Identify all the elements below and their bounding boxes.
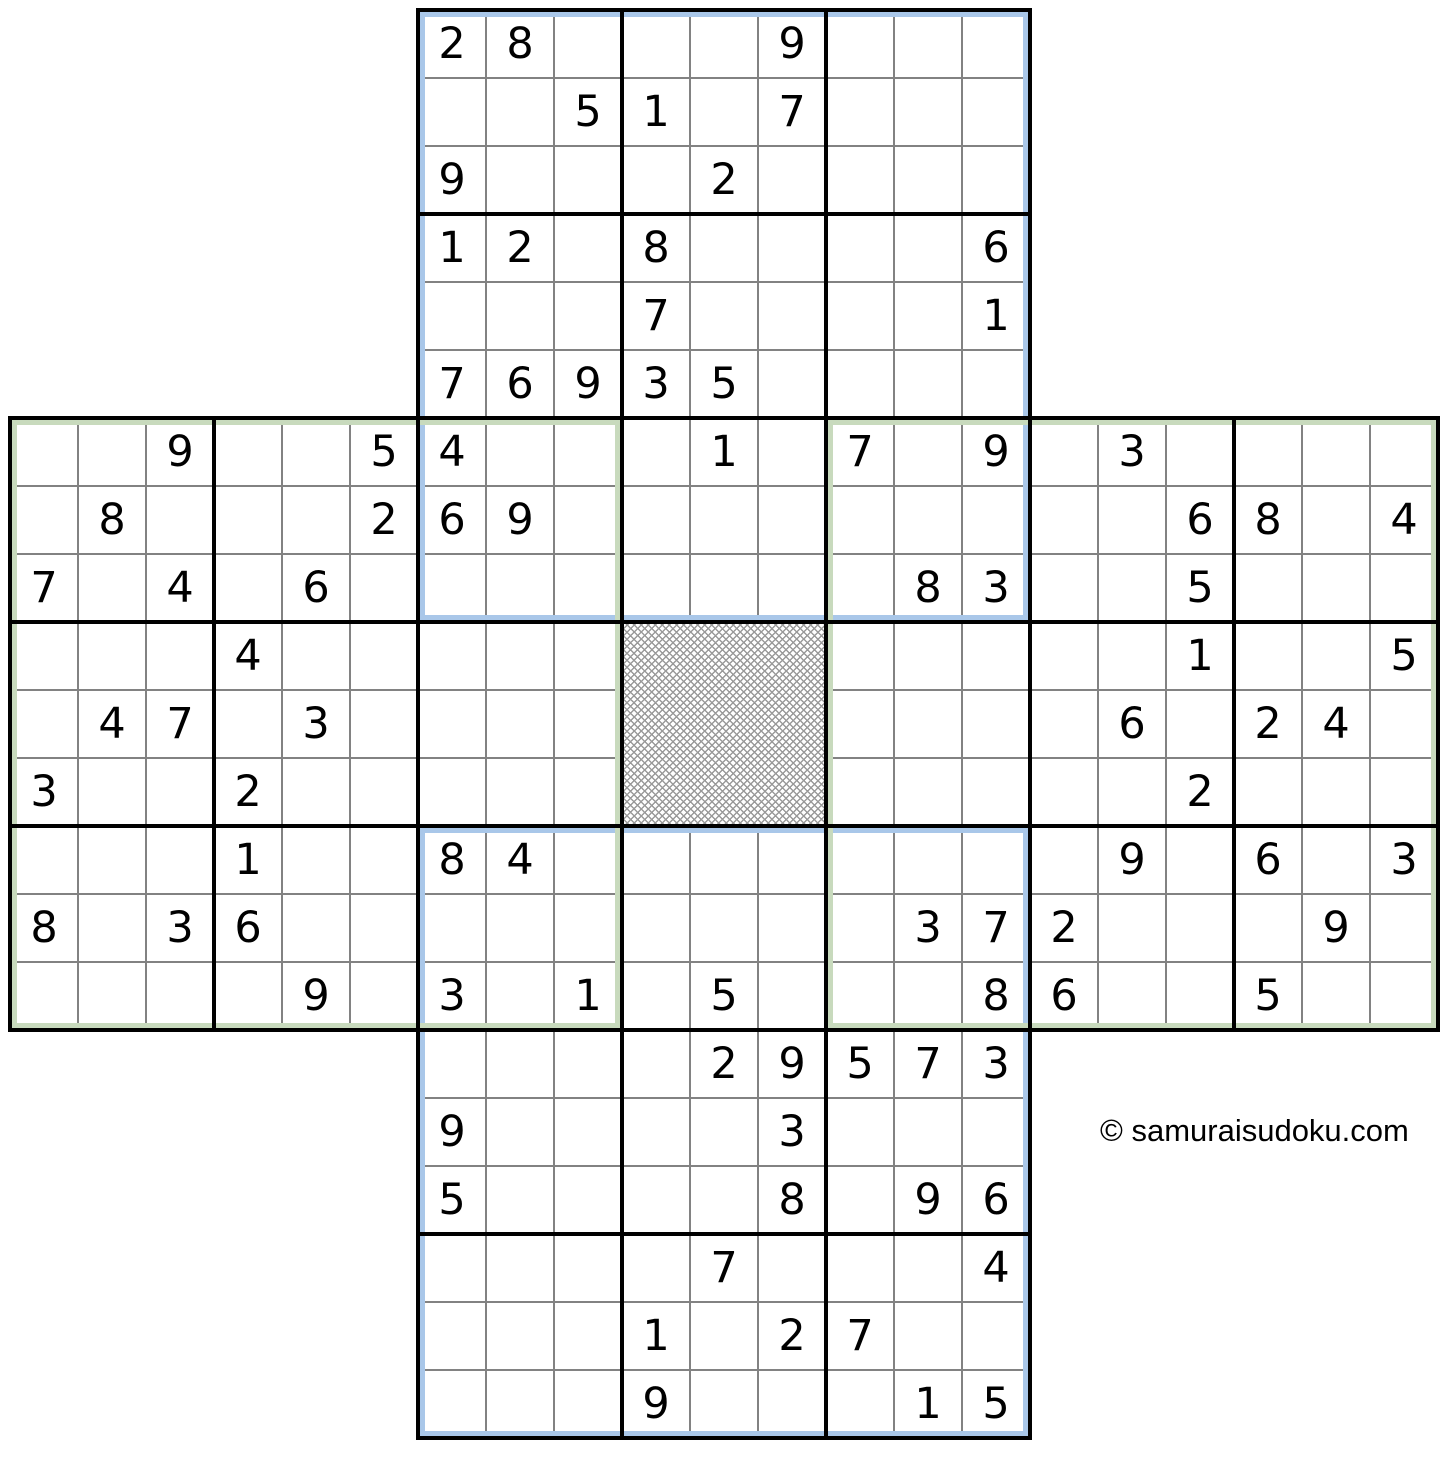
cell-given[interactable]: 9 [418, 1098, 486, 1166]
cell-given[interactable]: 7 [962, 894, 1030, 962]
cell-empty[interactable] [622, 962, 690, 1030]
cell-given[interactable]: 1 [962, 282, 1030, 350]
cell-given[interactable]: 2 [418, 10, 486, 78]
cell-empty[interactable] [826, 1098, 894, 1166]
cell-empty[interactable] [826, 894, 894, 962]
cell-given[interactable]: 6 [282, 554, 350, 622]
cell-given[interactable]: 3 [1098, 418, 1166, 486]
cell-empty[interactable] [1030, 758, 1098, 826]
cell-empty[interactable] [894, 350, 962, 418]
cell-given[interactable]: 6 [486, 350, 554, 418]
cell-empty[interactable] [758, 350, 826, 418]
cell-empty[interactable] [826, 350, 894, 418]
cell-given[interactable]: 3 [622, 350, 690, 418]
cell-empty[interactable] [350, 690, 418, 758]
cell-given[interactable]: 5 [962, 1370, 1030, 1438]
cell-given[interactable]: 5 [554, 78, 622, 146]
cell-empty[interactable] [962, 622, 1030, 690]
cell-empty[interactable] [214, 418, 282, 486]
cell-empty[interactable] [78, 418, 146, 486]
cell-given[interactable]: 7 [146, 690, 214, 758]
cell-empty[interactable] [758, 146, 826, 214]
cell-given[interactable]: 1 [1166, 622, 1234, 690]
cell-empty[interactable] [894, 418, 962, 486]
cell-empty[interactable] [146, 826, 214, 894]
cell-empty[interactable] [962, 758, 1030, 826]
cell-empty[interactable] [894, 1098, 962, 1166]
cell-empty[interactable] [554, 690, 622, 758]
cell-empty[interactable] [10, 622, 78, 690]
cell-given[interactable]: 3 [894, 894, 962, 962]
cell-given[interactable]: 3 [146, 894, 214, 962]
cell-empty[interactable] [554, 282, 622, 350]
cell-given[interactable]: 6 [962, 1166, 1030, 1234]
cell-empty[interactable] [1370, 418, 1438, 486]
cell-given[interactable]: 4 [146, 554, 214, 622]
cell-given[interactable]: 4 [78, 690, 146, 758]
cell-empty[interactable] [690, 1302, 758, 1370]
cell-given[interactable]: 5 [690, 350, 758, 418]
cell-empty[interactable] [146, 962, 214, 1030]
cell-given[interactable]: 4 [486, 826, 554, 894]
cell-empty[interactable] [622, 1234, 690, 1302]
cell-empty[interactable] [894, 10, 962, 78]
cell-empty[interactable] [282, 622, 350, 690]
cell-empty[interactable] [1166, 826, 1234, 894]
cell-given[interactable]: 5 [1166, 554, 1234, 622]
cell-empty[interactable] [894, 214, 962, 282]
cell-empty[interactable] [826, 1370, 894, 1438]
cell-empty[interactable] [826, 10, 894, 78]
cell-empty[interactable] [78, 894, 146, 962]
cell-given[interactable]: 2 [1030, 894, 1098, 962]
cell-empty[interactable] [486, 1370, 554, 1438]
cell-empty[interactable] [554, 486, 622, 554]
cell-empty[interactable] [962, 350, 1030, 418]
cell-empty[interactable] [10, 826, 78, 894]
cell-empty[interactable] [690, 1370, 758, 1438]
cell-given[interactable]: 5 [826, 1030, 894, 1098]
cell-empty[interactable] [1166, 962, 1234, 1030]
cell-empty[interactable] [418, 282, 486, 350]
cell-empty[interactable] [622, 554, 690, 622]
cell-empty[interactable] [622, 826, 690, 894]
cell-empty[interactable] [350, 758, 418, 826]
cell-empty[interactable] [690, 826, 758, 894]
cell-given[interactable]: 2 [690, 146, 758, 214]
cell-empty[interactable] [690, 10, 758, 78]
cell-empty[interactable] [1030, 418, 1098, 486]
cell-empty[interactable] [1234, 894, 1302, 962]
cell-empty[interactable] [214, 486, 282, 554]
cell-empty[interactable] [1302, 486, 1370, 554]
cell-given[interactable]: 3 [10, 758, 78, 826]
cell-empty[interactable] [350, 894, 418, 962]
cell-empty[interactable] [10, 962, 78, 1030]
cell-given[interactable]: 4 [962, 1234, 1030, 1302]
cell-given[interactable]: 1 [894, 1370, 962, 1438]
cell-empty[interactable] [350, 622, 418, 690]
cell-given[interactable]: 5 [350, 418, 418, 486]
cell-empty[interactable] [758, 962, 826, 1030]
cell-empty[interactable] [758, 1234, 826, 1302]
cell-given[interactable]: 5 [1234, 962, 1302, 1030]
cell-given[interactable]: 4 [418, 418, 486, 486]
cell-given[interactable]: 9 [146, 418, 214, 486]
cell-empty[interactable] [758, 1370, 826, 1438]
cell-empty[interactable] [826, 282, 894, 350]
cell-empty[interactable] [962, 826, 1030, 894]
cell-given[interactable]: 2 [1166, 758, 1234, 826]
cell-empty[interactable] [826, 1166, 894, 1234]
cell-empty[interactable] [486, 554, 554, 622]
cell-empty[interactable] [146, 622, 214, 690]
cell-empty[interactable] [894, 282, 962, 350]
cell-empty[interactable] [622, 418, 690, 486]
cell-empty[interactable] [826, 758, 894, 826]
cell-empty[interactable] [10, 418, 78, 486]
cell-empty[interactable] [282, 486, 350, 554]
cell-empty[interactable] [826, 214, 894, 282]
cell-empty[interactable] [486, 1166, 554, 1234]
cell-given[interactable]: 7 [622, 282, 690, 350]
cell-empty[interactable] [758, 486, 826, 554]
cell-empty[interactable] [1234, 418, 1302, 486]
cell-empty[interactable] [554, 10, 622, 78]
cell-given[interactable]: 6 [1098, 690, 1166, 758]
copyright-text: © samuraisudoku.com [1100, 1113, 1409, 1148]
cell-given[interactable]: 3 [962, 1030, 1030, 1098]
cell-empty[interactable] [418, 894, 486, 962]
cell-given[interactable]: 9 [622, 1370, 690, 1438]
cell-given[interactable]: 5 [690, 962, 758, 1030]
cell-given[interactable]: 1 [622, 78, 690, 146]
cell-empty[interactable] [826, 622, 894, 690]
cell-empty[interactable] [486, 1030, 554, 1098]
cell-empty[interactable] [962, 486, 1030, 554]
cell-given[interactable]: 9 [554, 350, 622, 418]
cell-given[interactable]: 4 [1302, 690, 1370, 758]
cell-empty[interactable] [418, 1030, 486, 1098]
cell-empty[interactable] [826, 486, 894, 554]
cell-empty[interactable] [554, 1098, 622, 1166]
cell-empty[interactable] [554, 1166, 622, 1234]
cell-empty[interactable] [1030, 622, 1098, 690]
cell-given[interactable]: 6 [962, 214, 1030, 282]
cell-empty[interactable] [486, 962, 554, 1030]
cell-given[interactable]: 7 [894, 1030, 962, 1098]
cell-empty[interactable] [690, 554, 758, 622]
cell-empty[interactable] [78, 554, 146, 622]
cell-empty[interactable] [622, 1098, 690, 1166]
cell-given[interactable]: 9 [894, 1166, 962, 1234]
cell-given[interactable]: 8 [1234, 486, 1302, 554]
cell-empty[interactable] [690, 1098, 758, 1166]
cell-given[interactable]: 9 [758, 10, 826, 78]
cell-given[interactable]: 6 [418, 486, 486, 554]
cell-empty[interactable] [894, 622, 962, 690]
cell-empty[interactable] [554, 758, 622, 826]
cell-empty[interactable] [486, 146, 554, 214]
cell-empty[interactable] [486, 690, 554, 758]
cell-empty[interactable] [78, 758, 146, 826]
cell-empty[interactable] [622, 146, 690, 214]
cell-empty[interactable] [554, 146, 622, 214]
cell-empty[interactable] [214, 554, 282, 622]
cell-empty[interactable] [554, 826, 622, 894]
cell-empty[interactable] [554, 1030, 622, 1098]
cell-given[interactable]: 2 [690, 1030, 758, 1098]
cell-given[interactable]: 1 [554, 962, 622, 1030]
cell-empty[interactable] [418, 622, 486, 690]
cell-given[interactable]: 4 [214, 622, 282, 690]
cell-given[interactable]: 7 [10, 554, 78, 622]
cell-empty[interactable] [894, 146, 962, 214]
cell-empty[interactable] [78, 622, 146, 690]
cell-given[interactable]: 7 [418, 350, 486, 418]
cell-empty[interactable] [418, 554, 486, 622]
cell-given[interactable]: 7 [826, 1302, 894, 1370]
cell-empty[interactable] [962, 10, 1030, 78]
cell-empty[interactable] [758, 418, 826, 486]
cell-empty[interactable] [690, 214, 758, 282]
cell-empty[interactable] [894, 758, 962, 826]
cell-given[interactable]: 1 [418, 214, 486, 282]
cell-empty[interactable] [282, 758, 350, 826]
cell-empty[interactable] [146, 758, 214, 826]
cell-empty[interactable] [1302, 418, 1370, 486]
cell-given[interactable]: 6 [1166, 486, 1234, 554]
cell-given[interactable]: 8 [622, 214, 690, 282]
cell-empty[interactable] [350, 554, 418, 622]
cell-given[interactable]: 3 [418, 962, 486, 1030]
cell-given[interactable]: 5 [1370, 622, 1438, 690]
cell-empty[interactable] [1098, 554, 1166, 622]
cell-empty[interactable] [1030, 826, 1098, 894]
cell-empty[interactable] [894, 826, 962, 894]
cell-given[interactable]: 8 [10, 894, 78, 962]
cell-empty[interactable] [486, 894, 554, 962]
cell-empty[interactable] [1302, 554, 1370, 622]
cell-empty[interactable] [758, 894, 826, 962]
cell-given[interactable]: 2 [486, 214, 554, 282]
cell-empty[interactable] [1098, 622, 1166, 690]
cell-empty[interactable] [690, 282, 758, 350]
cell-given[interactable]: 2 [758, 1302, 826, 1370]
cell-empty[interactable] [486, 758, 554, 826]
cell-empty[interactable] [1030, 690, 1098, 758]
cell-empty[interactable] [214, 690, 282, 758]
blocked-center-region [622, 622, 826, 826]
cell-empty[interactable] [554, 894, 622, 962]
cell-empty[interactable] [826, 826, 894, 894]
cell-empty[interactable] [1370, 690, 1438, 758]
cell-empty[interactable] [1370, 554, 1438, 622]
cell-given[interactable]: 1 [690, 418, 758, 486]
cell-empty[interactable] [146, 486, 214, 554]
cell-given[interactable]: 6 [1234, 826, 1302, 894]
cell-empty[interactable] [826, 690, 894, 758]
cell-given[interactable]: 9 [1098, 826, 1166, 894]
cell-empty[interactable] [894, 1302, 962, 1370]
cell-given[interactable]: 3 [282, 690, 350, 758]
cell-given[interactable]: 2 [214, 758, 282, 826]
cell-empty[interactable] [758, 554, 826, 622]
cell-given[interactable]: 3 [758, 1098, 826, 1166]
cell-given[interactable]: 9 [1302, 894, 1370, 962]
cell-empty[interactable] [962, 146, 1030, 214]
cell-empty[interactable] [622, 894, 690, 962]
cell-empty[interactable] [622, 1166, 690, 1234]
cell-empty[interactable] [1302, 962, 1370, 1030]
cell-empty[interactable] [1234, 758, 1302, 826]
cell-empty[interactable] [1234, 622, 1302, 690]
cell-given[interactable]: 2 [1234, 690, 1302, 758]
cell-empty[interactable] [1370, 758, 1438, 826]
cell-empty[interactable] [962, 78, 1030, 146]
cell-empty[interactable] [894, 962, 962, 1030]
cell-empty[interactable] [1098, 486, 1166, 554]
cell-empty[interactable] [622, 10, 690, 78]
cell-given[interactable]: 9 [486, 486, 554, 554]
cell-empty[interactable] [214, 962, 282, 1030]
cell-empty[interactable] [690, 894, 758, 962]
cell-empty[interactable] [554, 418, 622, 486]
cell-given[interactable]: 1 [622, 1302, 690, 1370]
cell-empty[interactable] [282, 894, 350, 962]
cell-empty[interactable] [554, 622, 622, 690]
cell-empty[interactable] [554, 1370, 622, 1438]
cell-empty[interactable] [554, 554, 622, 622]
cell-given[interactable]: 8 [758, 1166, 826, 1234]
cell-given[interactable]: 9 [758, 1030, 826, 1098]
cell-empty[interactable] [1098, 758, 1166, 826]
cell-empty[interactable] [894, 690, 962, 758]
cell-empty[interactable] [758, 826, 826, 894]
cell-empty[interactable] [826, 962, 894, 1030]
cell-empty[interactable] [826, 554, 894, 622]
cell-given[interactable]: 9 [418, 146, 486, 214]
cell-given[interactable]: 7 [690, 1234, 758, 1302]
cell-empty[interactable] [10, 486, 78, 554]
cell-given[interactable]: 6 [214, 894, 282, 962]
cell-empty[interactable] [350, 962, 418, 1030]
cell-empty[interactable] [418, 78, 486, 146]
cell-empty[interactable] [486, 1098, 554, 1166]
cell-given[interactable]: 4 [1370, 486, 1438, 554]
cell-empty[interactable] [554, 1302, 622, 1370]
cell-empty[interactable] [418, 758, 486, 826]
cell-empty[interactable] [962, 1098, 1030, 1166]
cell-empty[interactable] [418, 690, 486, 758]
cell-given[interactable]: 9 [962, 418, 1030, 486]
cell-empty[interactable] [690, 78, 758, 146]
cell-given[interactable]: 3 [1370, 826, 1438, 894]
cell-empty[interactable] [894, 1234, 962, 1302]
cell-empty[interactable] [1166, 894, 1234, 962]
cell-empty[interactable] [554, 214, 622, 282]
cell-empty[interactable] [962, 690, 1030, 758]
cell-empty[interactable] [554, 1234, 622, 1302]
cell-empty[interactable] [690, 486, 758, 554]
cell-empty[interactable] [486, 418, 554, 486]
cell-empty[interactable] [1098, 962, 1166, 1030]
cell-given[interactable]: 8 [962, 962, 1030, 1030]
cell-empty[interactable] [418, 1234, 486, 1302]
cell-empty[interactable] [1030, 486, 1098, 554]
cell-empty[interactable] [962, 1302, 1030, 1370]
cell-given[interactable]: 8 [894, 554, 962, 622]
cell-empty[interactable] [826, 146, 894, 214]
cell-empty[interactable] [1166, 690, 1234, 758]
cell-empty[interactable] [1370, 894, 1438, 962]
cell-given[interactable]: 2 [350, 486, 418, 554]
cell-empty[interactable] [1302, 826, 1370, 894]
cell-empty[interactable] [418, 1370, 486, 1438]
cell-given[interactable]: 6 [1030, 962, 1098, 1030]
cell-given[interactable]: 8 [78, 486, 146, 554]
cell-empty[interactable] [486, 1234, 554, 1302]
cell-given[interactable]: 9 [282, 962, 350, 1030]
cell-empty[interactable] [418, 1302, 486, 1370]
cell-empty[interactable] [622, 1030, 690, 1098]
cell-given[interactable]: 3 [962, 554, 1030, 622]
cell-empty[interactable] [1030, 554, 1098, 622]
cell-empty[interactable] [894, 78, 962, 146]
cell-empty[interactable] [1302, 622, 1370, 690]
cell-empty[interactable] [78, 962, 146, 1030]
cell-empty[interactable] [486, 78, 554, 146]
cell-empty[interactable] [1098, 894, 1166, 962]
cell-empty[interactable] [350, 826, 418, 894]
cell-empty[interactable] [826, 78, 894, 146]
cell-empty[interactable] [1370, 962, 1438, 1030]
cell-empty[interactable] [758, 282, 826, 350]
cell-empty[interactable] [1234, 554, 1302, 622]
cell-empty[interactable] [622, 486, 690, 554]
cell-given[interactable]: 8 [486, 10, 554, 78]
cell-given[interactable]: 8 [418, 826, 486, 894]
cell-given[interactable]: 1 [214, 826, 282, 894]
cell-empty[interactable] [758, 214, 826, 282]
cell-empty[interactable] [486, 282, 554, 350]
cell-empty[interactable] [826, 1234, 894, 1302]
cell-empty[interactable] [690, 1166, 758, 1234]
cell-empty[interactable] [486, 1302, 554, 1370]
cell-empty[interactable] [78, 826, 146, 894]
cell-given[interactable]: 7 [758, 78, 826, 146]
cell-empty[interactable] [282, 826, 350, 894]
cell-empty[interactable] [282, 418, 350, 486]
cell-given[interactable]: 7 [826, 418, 894, 486]
cell-given[interactable]: 5 [418, 1166, 486, 1234]
cell-empty[interactable] [894, 486, 962, 554]
cell-empty[interactable] [1302, 758, 1370, 826]
cell-empty[interactable] [486, 622, 554, 690]
cell-empty[interactable] [10, 690, 78, 758]
cell-empty[interactable] [1166, 418, 1234, 486]
